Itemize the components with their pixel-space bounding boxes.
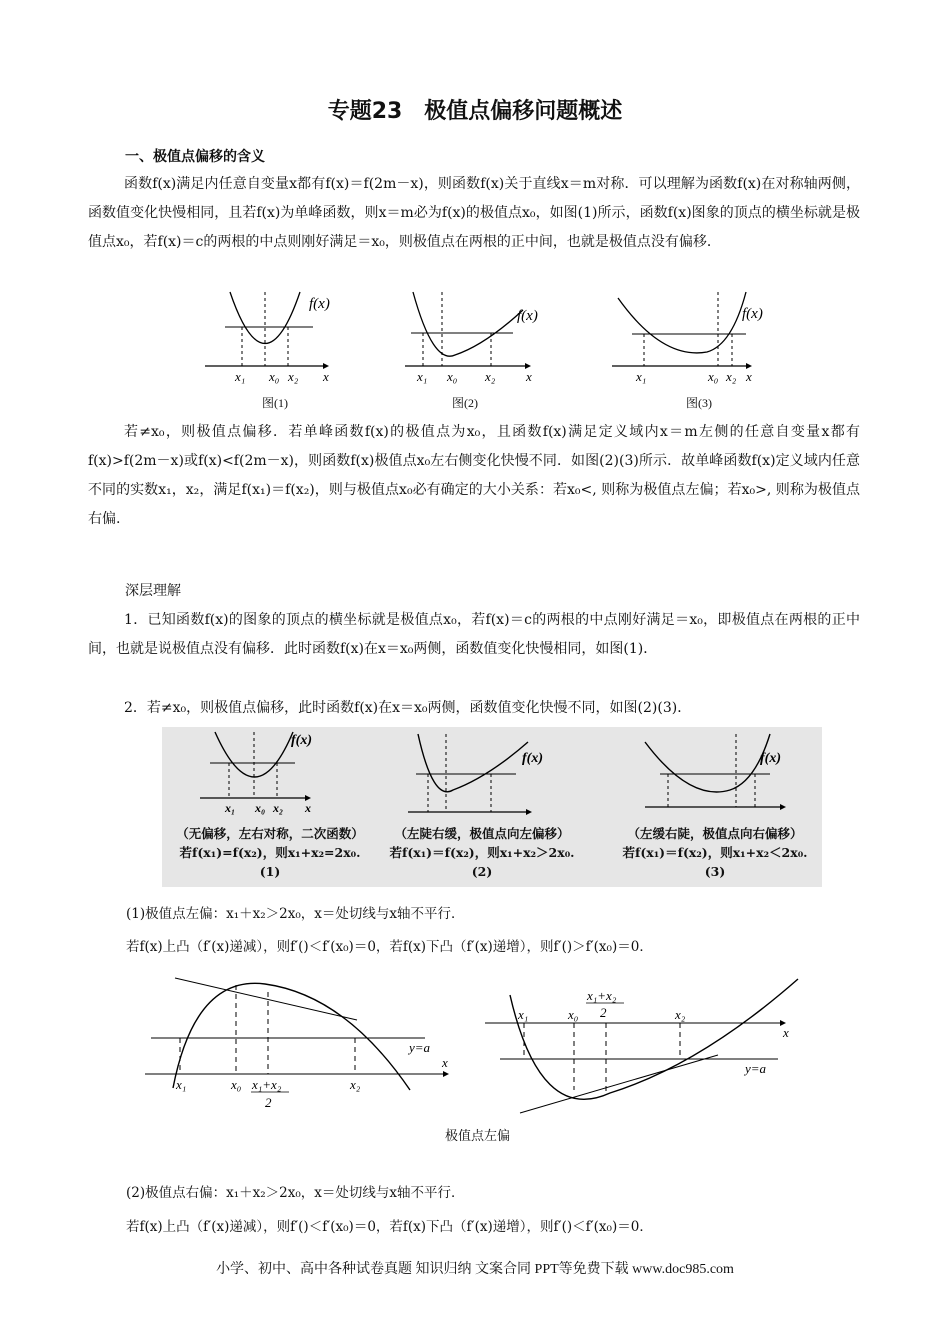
- x0-label: x₀: [231, 1077, 242, 1092]
- x2-label: x₂: [726, 369, 737, 384]
- x0-label: x₀: [255, 801, 266, 815]
- left-shift-line-2: 若f(x)上凸（f′(x)递减），则f′()＜f′(x₀)＝0，若f(x)下凸（f′(x)递增），则f′()＞f′(x₀)＝0．: [126, 939, 653, 955]
- midpoint-denominator: 2: [600, 1005, 607, 1020]
- x0-label: x₀: [568, 1007, 579, 1022]
- x1-label: x₁: [518, 1007, 529, 1022]
- fx-label: f(x): [291, 733, 312, 748]
- fx-label: f(x): [522, 751, 543, 766]
- tangent-graph-convex: [480, 985, 810, 1120]
- deep-heading: 深层理解: [125, 583, 181, 599]
- x0-label: x₀: [447, 369, 458, 384]
- right-shift-line-2: 若f(x)上凸（f′(x)递减），则f′()＜f′(x₀)＝0，若f(x)下凸（f′(x)递增），则f′()＜f′(x₀)＝0．: [126, 1219, 653, 1235]
- box-caption-1c: (1): [259, 864, 281, 879]
- figure-1: [205, 290, 335, 390]
- midpoint-numerator: x₁+x₂: [252, 1077, 282, 1092]
- x0-label: x₀: [269, 369, 280, 384]
- deep-point-2: 2．若≠x₀，则极值点偏移，此时函数f(x)在x＝x₀两侧，函数值变化快慢不同，如图(2)(3)．: [124, 700, 692, 716]
- section-heading: 一、极值点偏移的含义: [125, 149, 265, 165]
- x-axis-label: x: [305, 801, 311, 815]
- x0-label: x₀: [708, 369, 719, 384]
- x2-label: x₂: [273, 801, 284, 815]
- x2-label: x₂: [288, 369, 299, 384]
- box-caption-2b: 若f(x₁)＝f(x₂)，则x₁+x₂＞2x₀.: [389, 845, 575, 860]
- caption-fig-2: 图(2): [452, 396, 478, 410]
- x1-label: x₁: [417, 369, 428, 384]
- x1-label: x₁: [176, 1077, 187, 1092]
- x2-label: x₂: [675, 1007, 686, 1022]
- left-shift-line-1: (1)极值点左偏：x₁＋x₂＞2x₀，x＝处切线与x轴不平行．: [126, 906, 465, 922]
- x1-label: x₁: [636, 369, 647, 384]
- figure-3: [612, 290, 762, 390]
- figure-2: [405, 290, 545, 390]
- x-axis-label: x: [746, 369, 752, 384]
- fx-label: f(x): [309, 296, 330, 312]
- box-graph-2: [408, 732, 558, 820]
- x-axis-label: x: [783, 1025, 789, 1040]
- box-caption-3c: (3): [704, 864, 726, 879]
- tangent-caption: 极值点左偏: [445, 1129, 511, 1144]
- box-caption-1b: 若f(x₁)=f(x₂)，则x₁+x₂=2x₀.: [179, 845, 361, 860]
- x1-label: x₁: [225, 801, 236, 815]
- box-graph-3: [640, 732, 800, 820]
- fx-label: f(x): [742, 306, 763, 322]
- box-caption-2a: （左陡右缓，极值点向左偏移）: [394, 826, 570, 841]
- paragraph-1: 函数f(x)满足内任意自变量x都有f(x)＝f(2m－x)，则函数f(x)关于直线x＝m对称．可以理解为函数f(x)在对称轴两侧，函数值变化快慢相同，且若f(x)为单峰函数，则x＝m必为f(x)的极值点x₀，如图(1)所示，函数f(x)图象的顶点的横坐标就是极值点x₀，若f(x)＝c的两根的中点则刚好满足＝x₀，则极值点在两根的正中间，也就是极值点没有偏移．: [88, 176, 860, 250]
- caption-fig-1: 图(1): [262, 396, 288, 410]
- fx-label: f(x): [517, 308, 538, 324]
- x2-label: x₂: [350, 1077, 361, 1092]
- box-graph-1: [195, 730, 325, 818]
- midpoint-denominator: 2: [265, 1095, 272, 1110]
- caption-fig-3: 图(3): [686, 396, 712, 410]
- x2-label: x₂: [485, 369, 496, 384]
- paragraph-2: 若≠x₀，则极值点偏移．若单峰函数f(x)的极值点为x₀，且函数f(x)满足定义域内x＝m左侧的任意自变量x都有f(x)>f(2m－x)或f(x)<f(2m－x)，则函数f(x)极值点x₀左右侧变化快慢不同．如图(2)(3)所示．故单峰函数f(x)定义域内任意不同的实数x₁，x₂，满足f(x₁)＝f(x₂)，则与极值点x₀必有确定的大小关系：若x₀<, 则称为极值点左偏；若x₀>, 则称为极值点右偏.: [88, 424, 860, 527]
- midpoint-numerator: x₁+x₂: [587, 988, 617, 1003]
- box-caption-2c: (2): [471, 864, 493, 879]
- x-axis-label: x: [323, 369, 329, 384]
- page-title: 专题23 极值点偏移问题概述: [327, 99, 623, 124]
- tangent-graph-concave: [145, 970, 465, 1120]
- x1-label: x₁: [235, 369, 246, 384]
- ya-label: y=a: [409, 1040, 431, 1055]
- deep-point-1: 1．已知函数f(x)的图象的顶点的横坐标就是极值点x₀，若f(x)＝c的两根的中点刚好满足＝x₀，即极值点在两根的正中间，也就是说极值点没有偏移．此时函数f(x)在x＝x₀两侧，函数值变化快慢相同，如图(1)．: [88, 612, 860, 657]
- right-shift-line-1: (2)极值点右偏：x₁＋x₂＞2x₀，x＝处切线与x轴不平行．: [126, 1185, 465, 1201]
- box-caption-1a: （无偏移，左右对称，二次函数）: [176, 826, 364, 841]
- box-caption-3a: （左缓右陡，极值点向右偏移）: [627, 826, 803, 841]
- ya-label: y=a: [745, 1061, 767, 1076]
- x-axis-label: x: [442, 1055, 448, 1070]
- box-caption-3b: 若f(x₁)＝f(x₂)，则x₁+x₂＜2x₀.: [622, 845, 808, 860]
- fx-label: f(x): [760, 751, 781, 766]
- x-axis-label: x: [526, 369, 532, 384]
- footer: 小学、初中、高中各种试卷真题 知识归纳 文案合同 PPT等免费下载 www.doc985.com: [216, 1262, 734, 1277]
